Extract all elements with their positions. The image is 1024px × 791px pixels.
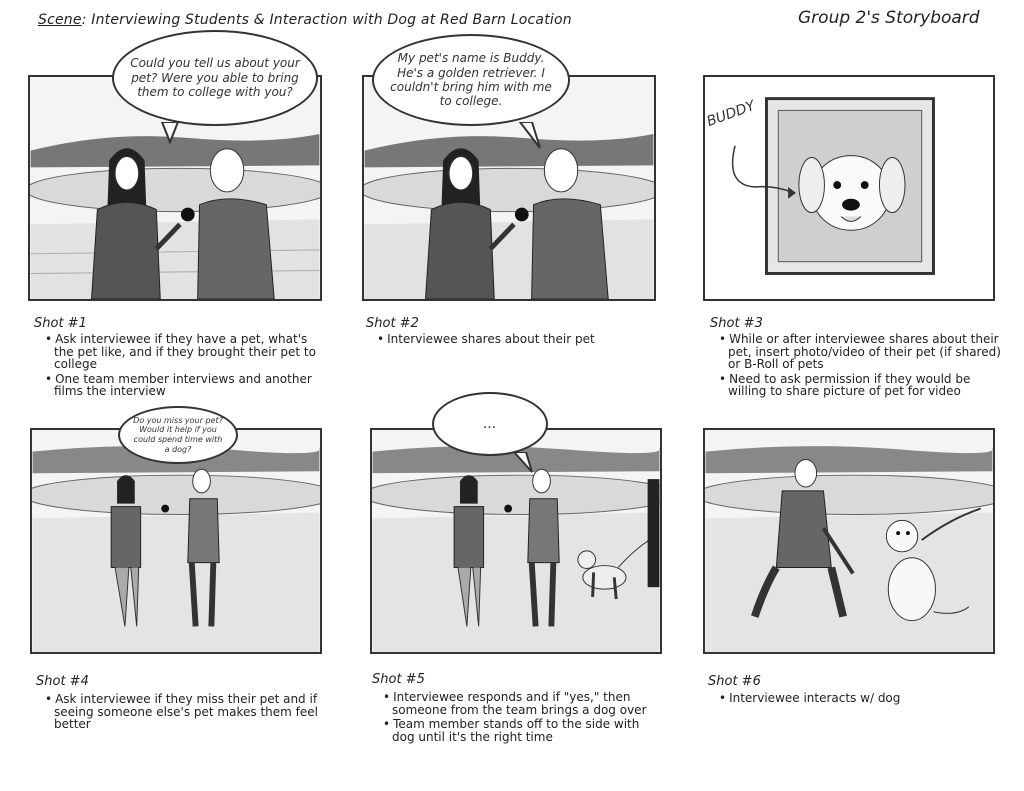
shot-notes — [44, 693, 334, 733]
note-item: • Interviewee interacts w/ dog — [718, 692, 1008, 705]
note-item: • Interviewee responds and if "yes," then someone from the team brings a dog over — [382, 691, 662, 716]
shot-label: Shot #5 — [372, 672, 425, 687]
interacting-with-dog-sketch — [705, 430, 993, 652]
shot-notes — [44, 333, 330, 400]
bubble-tail — [518, 122, 544, 152]
scene-description: : Interviewing Students & Interaction with Dog at Red Barn Location — [81, 12, 572, 28]
shot-label: Shot #3 — [710, 316, 763, 331]
shot-label: Shot #1 — [34, 316, 87, 331]
shot-label: Shot #2 — [366, 316, 419, 331]
speech-bubble-shot-2: My pet's name is Buddy. He's a golden retriever. I couldn't bring him with me to college. — [372, 34, 570, 126]
panel-shot-6 — [703, 428, 995, 654]
speech-bubble-shot-1: Could you tell us about your pet? Were you able to bring them to college with you? — [112, 30, 318, 126]
storyboard-title: Group 2's Storyboard — [798, 8, 980, 28]
shot-notes — [382, 691, 662, 745]
note-item: • Team member stands off to the side with dog until it's the right time — [382, 718, 662, 743]
scene-title — [38, 12, 572, 28]
speech-bubble-shot-5: ... — [432, 392, 548, 456]
buddy-photo-label: BUDDY — [704, 97, 758, 131]
note-item: • One team member interviews and another films the interview — [44, 373, 330, 398]
note-item: • While or after interviewee shares about their pet, insert photo/video of their pet (if shared) or B-Roll of pets — [718, 333, 1012, 371]
shot-label: Shot #6 — [708, 674, 761, 689]
note-item: • Need to ask permission if they would be willing to share picture of pet for video — [718, 373, 1012, 398]
speech-bubble-shot-4: Do you miss your pet? Would it help if you could spend time with a dog? — [118, 406, 238, 464]
shot-notes — [718, 692, 1008, 707]
note-item: • Ask interviewee if they miss their pet and if seeing someone else's pet makes them feel better — [44, 693, 334, 731]
bubble-tail — [160, 122, 184, 144]
shot-notes — [376, 333, 666, 348]
note-item: • Interviewee shares about their pet — [376, 333, 666, 346]
shot-notes — [718, 333, 1012, 400]
bubble-tail — [512, 452, 536, 476]
note-item: • Ask interviewee if they have a pet, what's the pet like, and if they brought their pet to college — [44, 333, 330, 371]
shot-label: Shot #4 — [36, 674, 89, 689]
scene-label: Scene — [38, 12, 82, 28]
